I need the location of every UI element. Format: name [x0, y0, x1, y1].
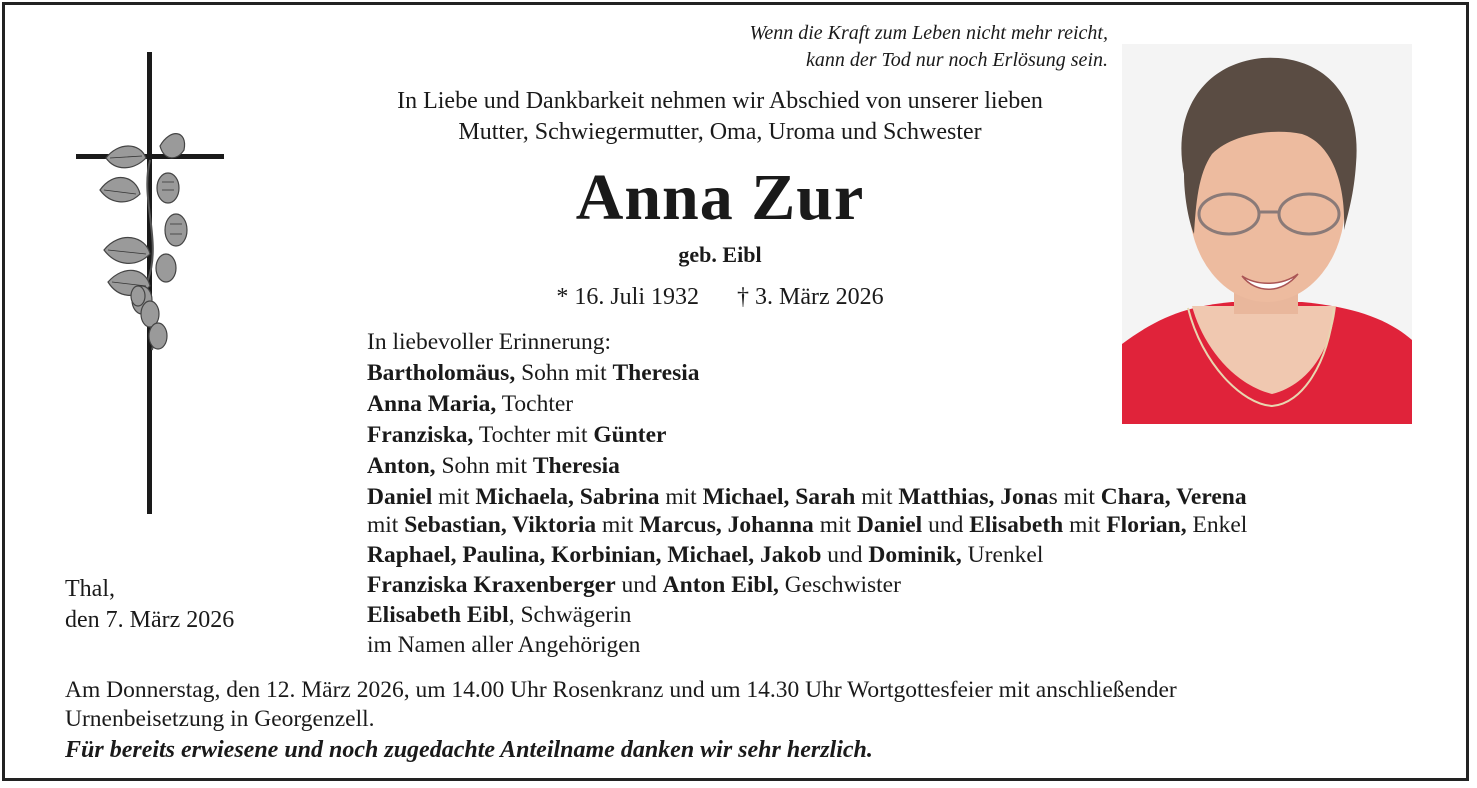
- family-line-sister-in-law: Elisabeth Eibl, Schwägerin: [367, 602, 632, 628]
- intro-line-1: In Liebe und Dankbarkeit nehmen wir Abschied von unserer lieben: [397, 88, 1043, 114]
- intro-line-2: Mutter, Schwiegermutter, Oma, Uroma und Schwester: [458, 119, 982, 145]
- place-date: den 7. März 2026: [65, 607, 235, 633]
- life-dates: [300, 284, 1140, 311]
- family-closing: im Namen aller Angehörigen: [367, 632, 641, 658]
- service-line-1: Am Donnerstag, den 12. März 2026, um 14.00 Uhr Rosenkranz und um 14.30 Uhr Wortgottesfeier mit anschließender: [65, 677, 1177, 703]
- family-line-siblings: Franziska Kraxenberger und Anton Eibl, Geschwister: [367, 572, 901, 598]
- deceased-name: Anna Zur: [575, 161, 865, 234]
- cross-with-hops-icon: [70, 50, 230, 520]
- family-line: Anna Maria, Tochter: [367, 391, 574, 417]
- service-line-2: Urnenbeisetzung in Georgenzell.: [65, 706, 375, 732]
- birth-name: geb. Eibl: [678, 242, 762, 267]
- place-town: Thal,: [65, 576, 115, 602]
- motto-line-1: Wenn die Kraft zum Leben nicht mehr reicht,: [749, 22, 1108, 44]
- portrait-photo: [1122, 44, 1412, 424]
- family-line-grandchildren-1: Daniel mit Michaela, Sabrina mit Michael, Sarah mit Matthias, Jonas mit Chara, Verena: [367, 484, 1247, 510]
- family-line: Franziska, Tochter mit Günter: [367, 422, 667, 448]
- family-heading: In liebevoller Erinnerung:: [367, 329, 612, 355]
- thanks-line: Für bereits erwiesene und noch zugedachte Anteilname danken wir sehr herzlich.: [65, 737, 873, 763]
- family-line: Bartholomäus, Sohn mit Theresia: [367, 360, 700, 386]
- family-line: Anton, Sohn mit Theresia: [367, 453, 620, 479]
- family-line-grandchildren-2: mit Sebastian, Viktoria mit Marcus, Johanna mit Daniel und Elisabeth mit Florian, Enkel: [367, 512, 1248, 538]
- birth-date: * 16. Juli 1932: [556, 284, 700, 310]
- family-line-great-grandchildren: Raphael, Paulina, Korbinian, Michael, Jakob und Dominik, Urenkel: [367, 542, 1044, 568]
- motto-line-2: kann der Tod nur noch Erlösung sein.: [805, 49, 1108, 71]
- death-date: † 3. März 2026: [737, 284, 884, 310]
